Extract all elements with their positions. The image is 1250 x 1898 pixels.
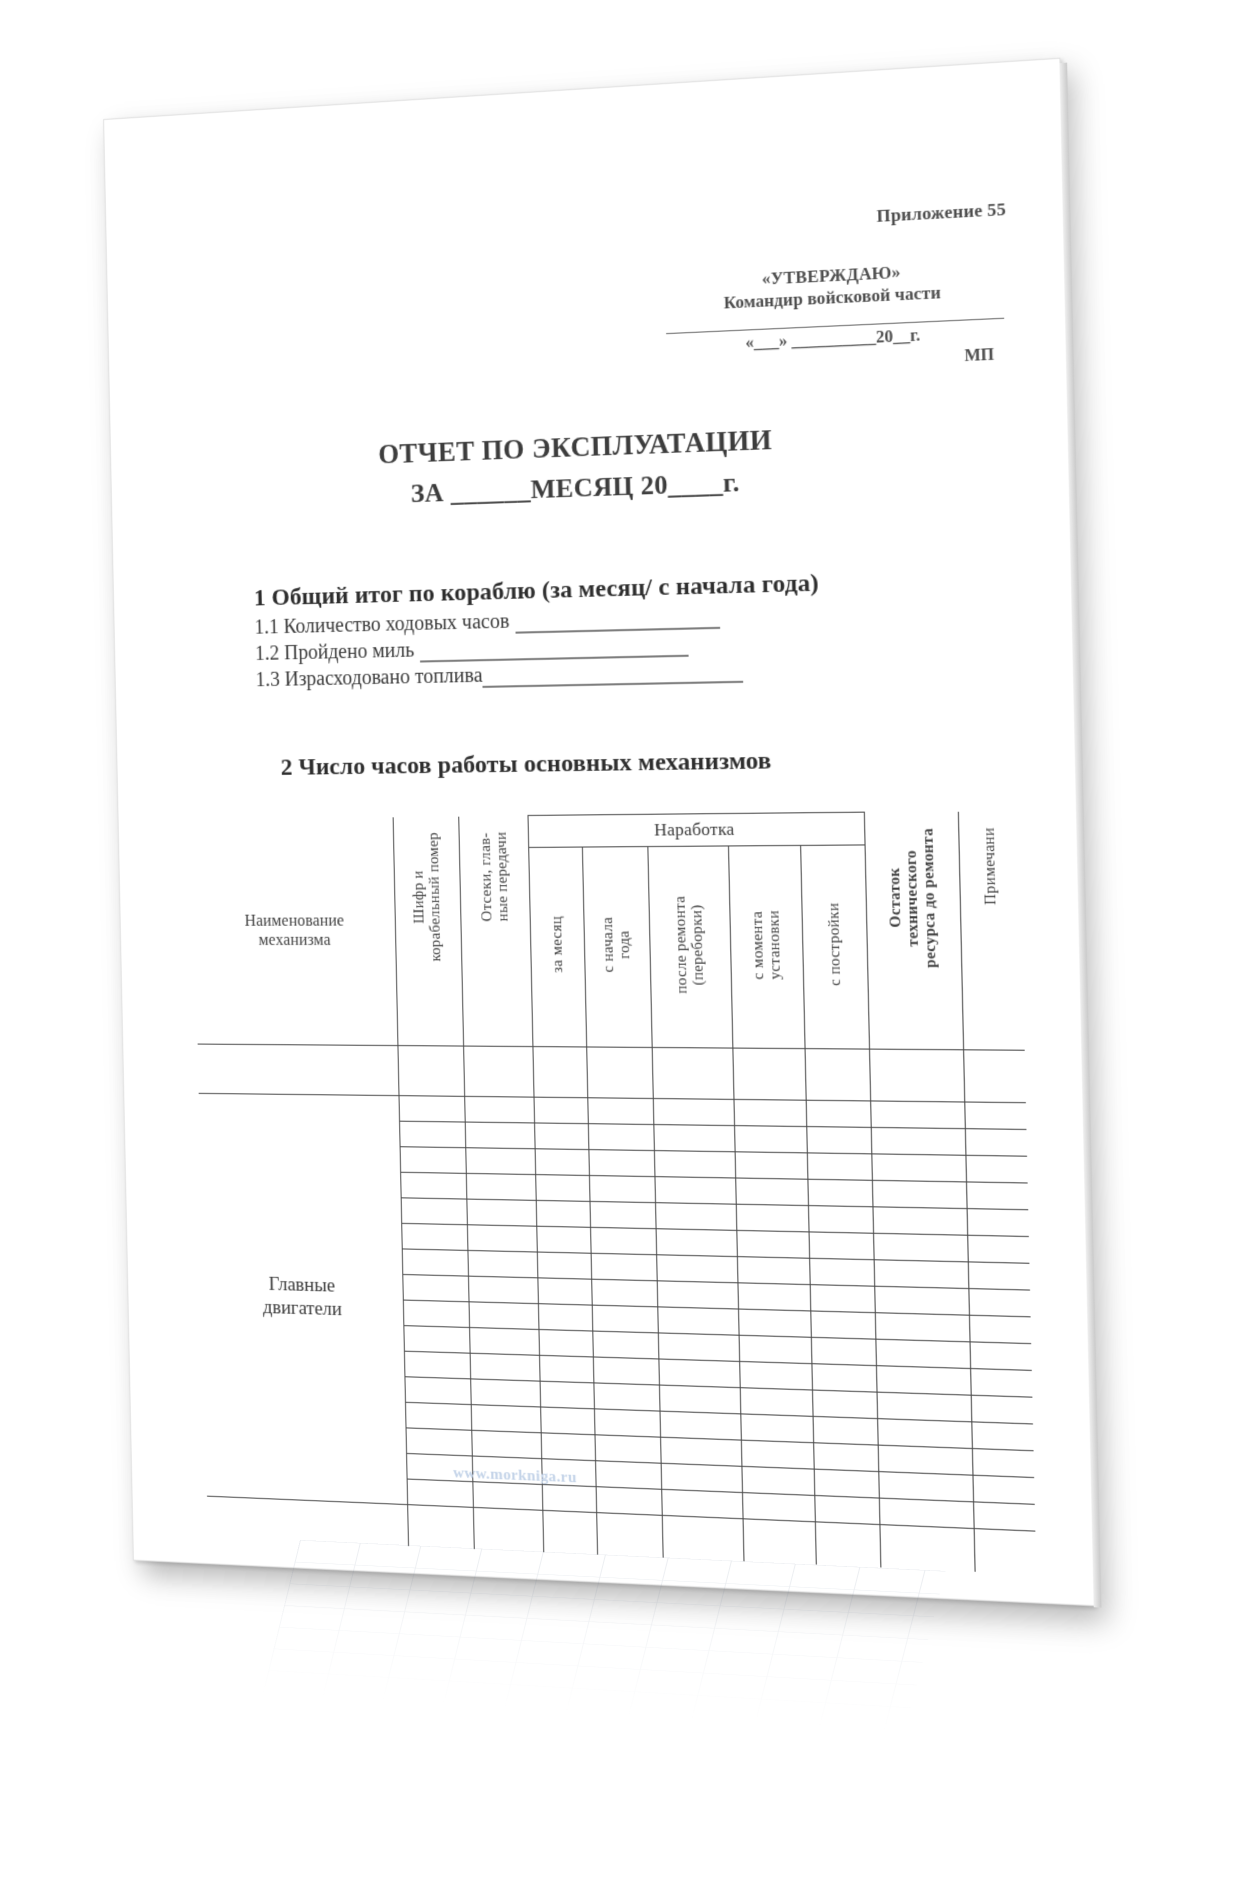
cell-remaining[interactable] [879, 1498, 974, 1528]
cell-year[interactable] [592, 1253, 658, 1281]
approval-header [657, 199, 1009, 379]
cell-year[interactable] [595, 1435, 661, 1463]
section-1-heading: 1 Общий итог по кораблю (за месяц/ с начала года) [253, 569, 820, 612]
table-spacer-cell [398, 1046, 465, 1097]
cell-notes[interactable] [965, 1129, 1027, 1157]
table-spacer-cell [805, 1049, 871, 1101]
cell-year[interactable] [594, 1357, 660, 1385]
cell-year[interactable] [590, 1201, 656, 1228]
cell-year[interactable] [591, 1227, 657, 1254]
cell-month[interactable] [535, 1175, 590, 1202]
table-spacer-cell [533, 1047, 589, 1098]
cell-install[interactable] [735, 1126, 807, 1153]
cell-install[interactable] [734, 1099, 806, 1126]
col-header-year [583, 847, 652, 1048]
cell-build[interactable] [807, 1127, 872, 1154]
cell-code[interactable] [405, 1377, 471, 1405]
document-page [104, 59, 1094, 1605]
cell-notes[interactable] [965, 1102, 1027, 1129]
table-bottom-cell [542, 1510, 598, 1554]
cell-code[interactable] [401, 1198, 467, 1225]
cell-repair[interactable] [661, 1463, 743, 1492]
col-header-month-label: за месяц [548, 915, 567, 973]
table-bottom-cell [743, 1519, 816, 1565]
col-header-remaining-label: Остаток технического ресурса до ремонта [886, 828, 941, 969]
cell-month[interactable] [541, 1433, 596, 1461]
cell-build[interactable] [810, 1285, 875, 1313]
col-header-remaining-cell [865, 828, 963, 1032]
cell-month[interactable] [542, 1484, 597, 1512]
cell-install[interactable] [737, 1230, 809, 1258]
cell-compartment[interactable] [469, 1276, 538, 1304]
cell-compartment[interactable] [469, 1302, 538, 1330]
annex-label: Приложение 55 [876, 199, 1007, 227]
cell-year[interactable] [597, 1487, 663, 1516]
cell-install[interactable] [740, 1361, 812, 1390]
cell-build[interactable] [807, 1153, 872, 1180]
cell-remaining[interactable] [871, 1101, 966, 1129]
title-line-2: ЗА ______МЕСЯЦ 20____г. [410, 467, 740, 509]
table-bottom-name-cell [207, 1496, 409, 1546]
cell-repair[interactable] [660, 1411, 742, 1440]
col-header-build-label: с постройки [825, 902, 845, 986]
cell-repair[interactable] [653, 1098, 735, 1125]
cell-compartment[interactable] [470, 1328, 539, 1356]
cell-month[interactable] [536, 1200, 591, 1227]
cell-year[interactable] [590, 1176, 656, 1203]
table-spacer-cell [964, 1050, 1026, 1103]
col-header-code-label: Шифр и корабельный помер [410, 832, 445, 962]
section-1-item-1-blank[interactable] [515, 613, 720, 633]
cell-build[interactable] [808, 1206, 873, 1234]
col-header-install [729, 845, 805, 1048]
cell-install[interactable] [737, 1204, 809, 1232]
cell-build[interactable] [806, 1100, 871, 1127]
cell-build[interactable] [809, 1232, 874, 1260]
cell-build[interactable] [812, 1390, 877, 1419]
cell-code[interactable] [400, 1147, 466, 1174]
cell-year[interactable] [589, 1150, 655, 1177]
cell-code[interactable] [400, 1121, 466, 1148]
cell-build[interactable] [811, 1311, 876, 1339]
cell-compartment[interactable] [470, 1353, 539, 1381]
cell-month[interactable] [537, 1252, 592, 1279]
cell-month[interactable] [538, 1304, 593, 1331]
section-1-item-3-label: 1.3 Израсходовано топлива [255, 664, 483, 692]
cell-repair[interactable] [655, 1177, 737, 1205]
cell-compartment[interactable] [466, 1173, 535, 1200]
section-1-item-2-label: 1.2 Пройдено миль [254, 639, 415, 666]
cell-month[interactable] [535, 1149, 590, 1176]
cell-year[interactable] [593, 1331, 659, 1359]
cell-install[interactable] [741, 1388, 813, 1417]
cell-remaining[interactable] [875, 1286, 970, 1315]
cell-notes[interactable] [971, 1395, 1033, 1424]
section-1-item-2-blank[interactable] [420, 641, 689, 662]
cell-repair[interactable] [659, 1385, 741, 1414]
table-spacer-cell [870, 1049, 965, 1102]
cell-install[interactable] [736, 1178, 808, 1206]
col-header-remaining [864, 811, 963, 1050]
commander-line: Командир войсковой части [723, 282, 942, 313]
cell-remaining[interactable] [879, 1472, 974, 1502]
seal-mark: МП [964, 345, 995, 366]
cell-build[interactable] [811, 1337, 876, 1365]
col-header-notes-label: Примечани [980, 827, 1000, 906]
mechanism-hours-table-wrap [193, 810, 1036, 1574]
section-2-heading: 2 Число часов работы основных механизмов [280, 747, 772, 781]
cell-code[interactable] [401, 1172, 467, 1199]
cell-year[interactable] [592, 1279, 658, 1307]
cell-compartment[interactable] [468, 1250, 537, 1277]
cell-year[interactable] [596, 1461, 662, 1490]
cell-remaining[interactable] [872, 1154, 967, 1182]
cell-build[interactable] [808, 1179, 873, 1207]
cell-compartment[interactable] [466, 1148, 535, 1175]
cell-repair[interactable] [654, 1125, 736, 1152]
section-1-item-3-blank[interactable] [483, 667, 744, 688]
cell-remaining[interactable] [874, 1260, 969, 1289]
table-bottom-cell [880, 1525, 975, 1572]
cell-compartment[interactable] [471, 1405, 540, 1433]
table-spacer-cell [733, 1048, 806, 1100]
cell-compartment[interactable] [471, 1379, 540, 1407]
col-header-code [393, 816, 464, 1046]
cell-code[interactable] [404, 1351, 470, 1379]
cell-compartment[interactable] [473, 1482, 542, 1511]
cell-remaining[interactable] [877, 1366, 972, 1396]
col-header-compartment [459, 815, 533, 1046]
cell-year[interactable] [595, 1409, 661, 1437]
col-header-name [193, 817, 398, 1046]
table-spacer-name-cell [198, 1044, 399, 1096]
section-1-item-1-label: 1.1 Количество ходовых часов [254, 610, 510, 639]
cell-remaining[interactable] [871, 1127, 966, 1155]
cell-repair[interactable] [657, 1281, 739, 1309]
document-sheet [103, 58, 1095, 1607]
cell-install[interactable] [739, 1309, 811, 1337]
cell-notes[interactable] [970, 1342, 1032, 1371]
cell-compartment[interactable] [467, 1199, 536, 1226]
cell-compartment[interactable] [472, 1430, 541, 1458]
col-header-year-label: с начала года [600, 916, 635, 973]
cell-repair[interactable] [656, 1229, 738, 1257]
cell-notes[interactable] [971, 1369, 1033, 1398]
mechanism-hours-table [193, 810, 1036, 1574]
cell-install[interactable] [742, 1466, 814, 1495]
cell-build[interactable] [814, 1469, 879, 1498]
cell-code[interactable] [407, 1479, 473, 1507]
table-bottom-cell [974, 1529, 1036, 1575]
col-header-notes-cell [959, 827, 1024, 1032]
cell-month[interactable] [536, 1226, 591, 1253]
col-header-notes [958, 811, 1024, 1051]
cell-notes[interactable] [972, 1422, 1034, 1451]
cell-month[interactable] [539, 1329, 594, 1356]
cell-repair[interactable] [662, 1489, 744, 1518]
col-header-repair-label: после ремонта (переборки) [672, 895, 708, 994]
cell-notes[interactable] [973, 1449, 1035, 1478]
cell-notes[interactable] [967, 1209, 1029, 1237]
col-header-code-cell [394, 832, 463, 1029]
cell-remaining[interactable] [875, 1313, 970, 1342]
table-bottom-cell [815, 1522, 881, 1568]
cell-year[interactable] [593, 1305, 659, 1333]
col-header-month [528, 847, 587, 1047]
approve-word: «УТВЕРЖДАЮ» [761, 261, 901, 289]
cell-code[interactable] [406, 1428, 472, 1456]
cell-remaining[interactable] [872, 1180, 967, 1208]
cell-notes[interactable] [973, 1475, 1035, 1504]
cell-month[interactable] [537, 1278, 592, 1305]
cell-year[interactable] [588, 1098, 654, 1125]
cell-repair[interactable] [661, 1437, 743, 1466]
cell-build[interactable] [813, 1443, 878, 1472]
cell-code[interactable] [399, 1096, 465, 1122]
cell-build[interactable] [809, 1258, 874, 1286]
cell-install[interactable] [739, 1335, 811, 1363]
cell-build[interactable] [812, 1364, 877, 1392]
cell-year[interactable] [589, 1124, 655, 1151]
cell-remaining[interactable] [874, 1233, 969, 1262]
cell-install[interactable] [738, 1283, 810, 1311]
col-header-compartment-label: Отсеки, глав- ные передачи [477, 831, 512, 922]
cell-notes[interactable] [974, 1502, 1036, 1531]
cell-notes[interactable] [967, 1182, 1029, 1210]
cell-code[interactable] [403, 1300, 469, 1327]
cell-code[interactable] [404, 1326, 470, 1354]
cell-install[interactable] [738, 1257, 810, 1285]
cell-notes[interactable] [968, 1262, 1030, 1290]
title-line-1: ОТЧЕТ ПО ЭКСПЛУАТАЦИИ [377, 423, 773, 470]
cell-install[interactable] [743, 1493, 815, 1522]
cell-repair[interactable] [659, 1359, 741, 1388]
date-line: «___» __________20__г. [745, 326, 921, 353]
cell-compartment[interactable] [467, 1225, 536, 1252]
cell-notes[interactable] [969, 1289, 1031, 1317]
col-header-name-label: Наименование механизма [244, 912, 345, 950]
cell-remaining[interactable] [878, 1445, 973, 1475]
cell-year[interactable] [594, 1383, 660, 1411]
cell-remaining[interactable] [876, 1339, 971, 1368]
cell-month[interactable] [534, 1097, 589, 1124]
col-header-compartment-cell [460, 832, 532, 1030]
cell-notes[interactable] [970, 1315, 1032, 1343]
table-bottom-cell [473, 1507, 543, 1552]
table-spacer-cell [587, 1047, 653, 1099]
col-group-header-narabotka: Наработка [528, 812, 866, 847]
cell-code[interactable] [406, 1402, 472, 1430]
cell-install[interactable] [742, 1440, 814, 1469]
cell-repair[interactable] [654, 1151, 736, 1178]
cell-remaining[interactable] [873, 1207, 968, 1235]
cell-install[interactable] [741, 1414, 813, 1443]
cell-month[interactable] [534, 1123, 589, 1150]
table-bottom-cell [597, 1513, 663, 1558]
cell-repair[interactable] [658, 1333, 740, 1362]
cell-month[interactable] [540, 1381, 595, 1409]
table-spacer-cell [464, 1046, 534, 1097]
cell-install[interactable] [735, 1152, 807, 1179]
section-1 [254, 565, 993, 692]
table-group-header-row [193, 811, 1020, 850]
cell-code[interactable] [402, 1223, 468, 1250]
cell-code[interactable] [402, 1249, 468, 1276]
cell-code[interactable] [403, 1274, 469, 1301]
cell-compartment[interactable] [465, 1122, 534, 1149]
cell-month[interactable] [539, 1355, 594, 1383]
cell-remaining[interactable] [877, 1392, 972, 1422]
site-watermark: www.morkniga.ru [453, 1464, 577, 1487]
cell-repair[interactable] [658, 1307, 740, 1335]
col-header-install-label: с момента установки [748, 909, 785, 980]
table-bottom-cell [408, 1505, 475, 1549]
cell-build[interactable] [813, 1416, 878, 1445]
cell-repair[interactable] [657, 1255, 739, 1283]
page-title [111, 413, 1069, 520]
cell-month[interactable] [540, 1407, 595, 1435]
table-spacer-cell [652, 1047, 734, 1099]
col-header-repair [648, 846, 733, 1048]
cell-build[interactable] [815, 1495, 880, 1524]
col-header-build [800, 845, 869, 1049]
cell-notes[interactable] [968, 1235, 1030, 1263]
cell-compartment[interactable] [465, 1096, 534, 1123]
cell-repair[interactable] [656, 1203, 738, 1231]
row-group-label: Главные двигатели [199, 1093, 408, 1504]
cell-notes[interactable] [966, 1155, 1028, 1183]
cell-remaining[interactable] [878, 1419, 973, 1449]
table-bottom-cell [662, 1515, 744, 1561]
